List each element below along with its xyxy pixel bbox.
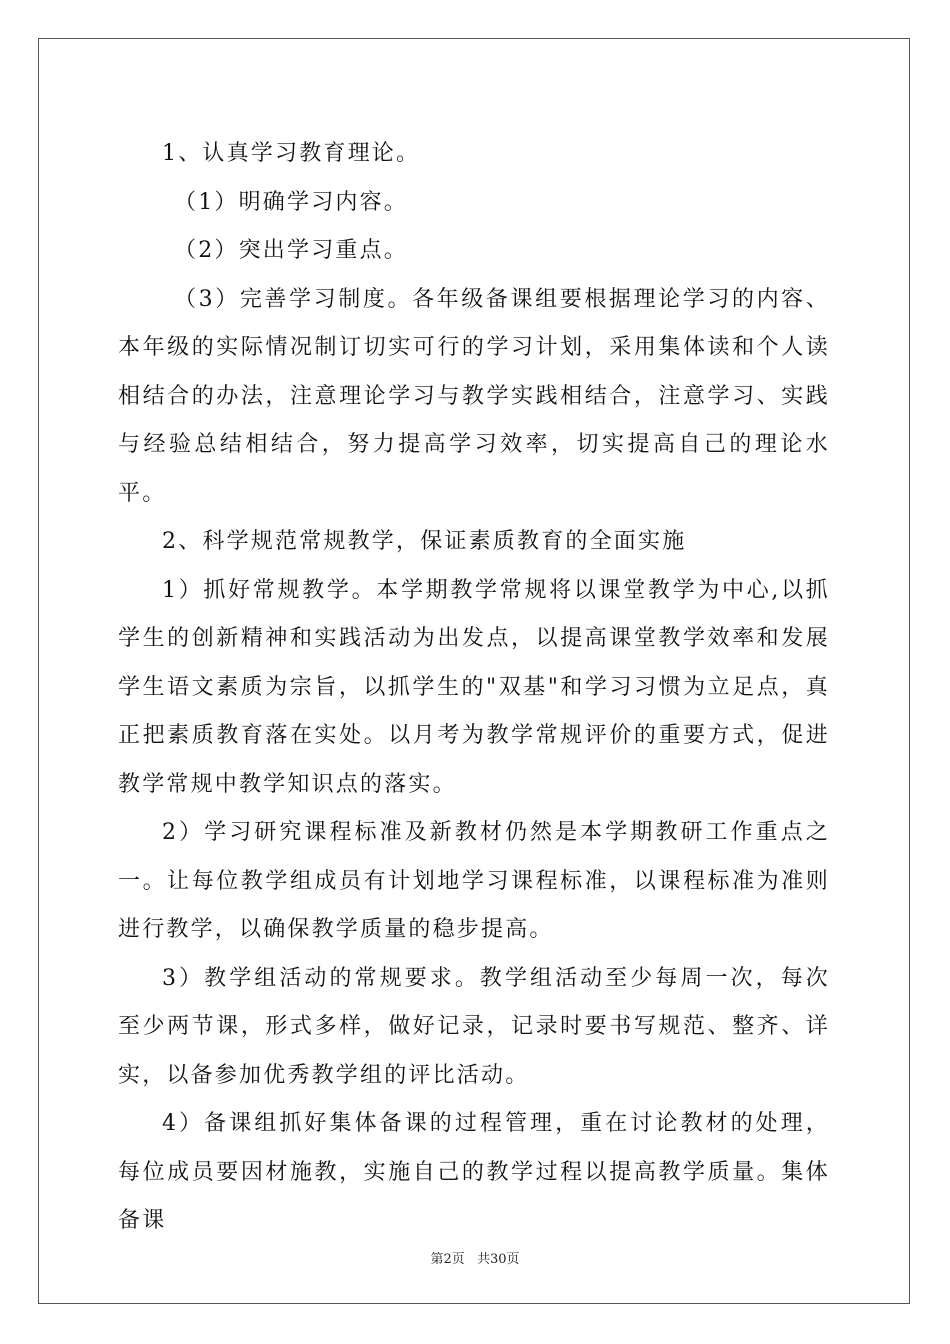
paragraph-item-3: （3）完善学习制度。各年级备课组要根据理论学习的内容、本年级的实际情况制订切实可行的学习计划，采用集体读和个人读相结合的办法，注意理论学习与教学实践相结合，注意学习、实践与经验总结相结合，努力提高学习效率，切实提高自己的理论水平。	[118, 286, 830, 506]
page-footer	[0, 1248, 950, 1267]
paragraph-item-2: （2）突出学习重点。	[174, 238, 408, 263]
paragraph-heading-1: 1、认真学习教育理论。	[162, 141, 421, 166]
paragraph-section-4: 4）备课组抓好集体备课的过程管理，重在讨论教材的处理，每位成员要因材施教，实施自己的教学过程以提高教学质量。集体备课	[118, 1111, 830, 1233]
paragraph-section-1: 1）抓好常规教学。本学期教学常规将以课堂教学为中心,以抓学生的创新精神和实践活动为出发点，以提高课堂教学效率和发展学生语文素质为宗旨，以抓学生的"双基"和学习习惯为立足点，真正把素质教育落在实处。以月考为教学常规评价的重要方式，促进教学常规中教学知识点的落实。	[118, 577, 830, 797]
page-number: 第2页	[430, 1252, 465, 1267]
paragraph-item-1: （1）明确学习内容。	[174, 189, 408, 215]
document-body	[118, 130, 830, 1246]
paragraph-section-2: 2）学习研究课程标准及新教材仍然是本学期教研工作重点之一。让每位教学组成员有计划地学习课程标准，以课程标准为准则进行教学，以确保教学质量的稳步提高。	[118, 820, 830, 942]
paragraph-heading-2: 2、科学规范常规教学，保证素质教育的全面实施	[162, 529, 687, 554]
paragraph-section-3: 3）教学组活动的常规要求。教学组活动至少每周一次，每次至少两节课，形式多样，做好记录，记录时要书写规范、整齐、详实，以备参加优秀教学组的评比活动。	[118, 965, 830, 1088]
page-total: 共30页	[476, 1252, 520, 1267]
